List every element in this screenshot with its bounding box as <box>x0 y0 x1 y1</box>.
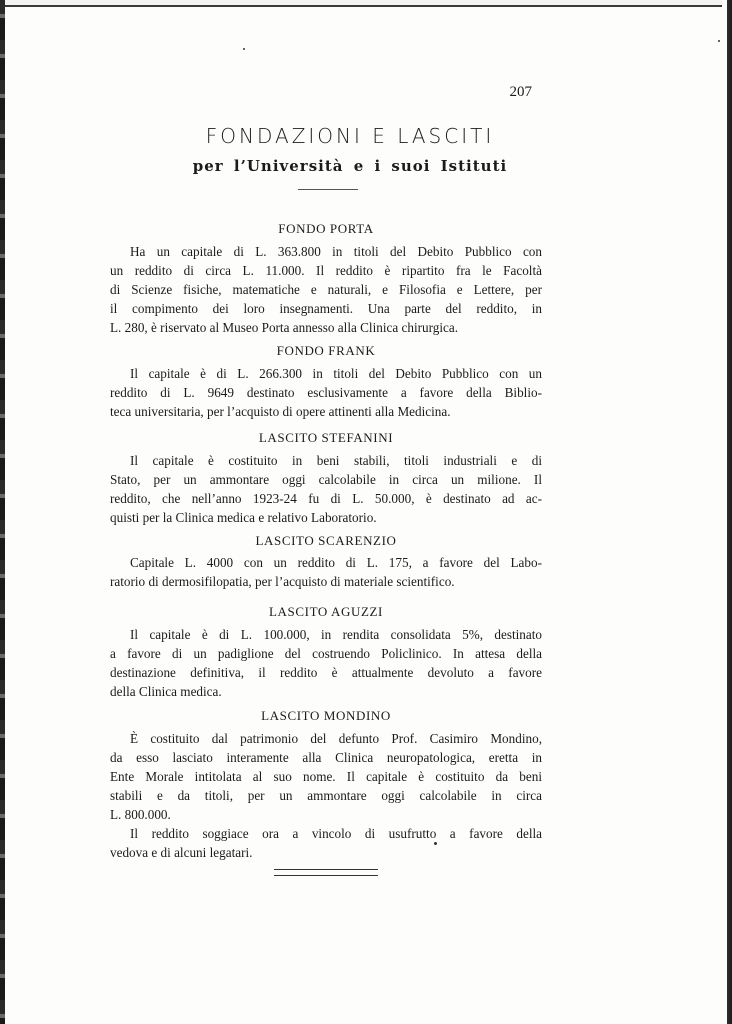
text-line: Stato, per un ammontare oggi calcolabile in circa un milione. Il <box>110 472 542 487</box>
paragraph-lascito-aguzzi <box>110 625 542 701</box>
text-line: della Clinica medica. <box>110 684 222 699</box>
text-line: quisti per la Clinica medica e relativo Laboratorio. <box>110 510 377 525</box>
paragraph-lascito-stefanini <box>110 451 542 527</box>
text-line: destinazione definitiva, il reddito è attualmente devoluto a favore <box>110 665 542 680</box>
text-line: Ha un capitale di L. 363.800 in titoli del Debito Pubblico con <box>130 244 542 259</box>
text-line: un reddito di circa L. 11.000. Il reddito è ripartito fra le Facoltà <box>110 263 542 278</box>
text-line: Ente Morale intitolata al suo nome. Il capitale è costituito da beni <box>110 769 542 784</box>
scan-top-edge <box>0 0 732 7</box>
scan-left-edge <box>0 0 5 1024</box>
text-line: il compimento dei loro insegnamenti. Una parte del reddito, in <box>110 301 542 316</box>
text-line: È costituito dal patrimonio del defunto Prof. Casimiro Mondino, <box>130 731 542 746</box>
text-line: Il capitale è costituito in beni stabili, titoli industriali e di <box>130 453 542 468</box>
text-line: Capitale L. 4000 con un reddito di L. 175, a favore del Labo- <box>130 555 542 570</box>
text-line: Il capitale è di L. 266.300 in titoli del Debito Pubblico con un <box>130 366 542 381</box>
section-heading-lascito-aguzzi: LASCITO AGUZZI <box>269 604 383 619</box>
paragraph-lascito-mondino <box>110 729 542 862</box>
paragraph-fondo-porta <box>110 242 542 337</box>
scan-speck <box>718 40 720 42</box>
text-line: di Scienze fisiche, matematiche e naturali, e Filosofia e Lettere, per <box>110 282 542 297</box>
text-line: a favore di un padiglione del costruendo Policlinico. In attesa della <box>110 646 542 661</box>
text-line: L. 280, è riservato al Museo Porta annesso alla Clinica chirurgica. <box>110 320 459 335</box>
text-line: ratorio di dermosifilopatia, per l’acquisto di materiale scientifico. <box>110 574 455 589</box>
text-line: L. 800.000. <box>110 807 171 822</box>
title-divider <box>298 189 358 190</box>
section-heading-lascito-mondino: LASCITO MONDINO <box>261 708 391 723</box>
section-heading-lascito-stefanini: LASCITO STEFANINI <box>258 430 394 445</box>
paragraph-fondo-frank <box>110 364 542 421</box>
page-title: FONDAZIONI E LASCITI <box>205 124 495 148</box>
text-line: Il capitale è di L. 100.000, in rendita consolidata 5%, destinato <box>130 627 542 642</box>
text-line: vedova e di alcuni legatari. <box>110 845 253 860</box>
text-line: teca universitaria, per l’acquisto di opere attinenti alla Medicina. <box>110 404 451 419</box>
section-heading-lascito-scarenzio: LASCITO SCARENZIO <box>255 533 397 548</box>
page-subtitle: per l’Università e i suoi Istituti <box>192 157 508 175</box>
section-heading-fondo-frank: FONDO FRANK <box>276 343 376 358</box>
section-heading-fondo-porta: FONDO PORTA <box>278 221 374 236</box>
text-line: da esso lasciato interamente alla Clinica neuropatologica, eretta in <box>110 750 542 765</box>
text-line: stabili e da titoli, per un ammontare oggi calcolabile in circa <box>110 788 542 803</box>
scan-speck <box>243 48 245 50</box>
text-line: Il reddito soggiace ora a vincolo di usufrutto a favore della <box>130 826 542 841</box>
text-line: reddito di L. 9649 destinato esclusivamente a favore della Biblio- <box>110 385 542 400</box>
text-line: reddito, che nell’anno 1923-24 fu di L. 50.000, è destinato ad ac- <box>110 491 542 506</box>
end-double-rule <box>274 869 378 876</box>
scan-right-edge <box>722 0 732 1024</box>
page-number: 207 <box>509 84 532 100</box>
paragraph-lascito-scarenzio <box>110 553 542 591</box>
